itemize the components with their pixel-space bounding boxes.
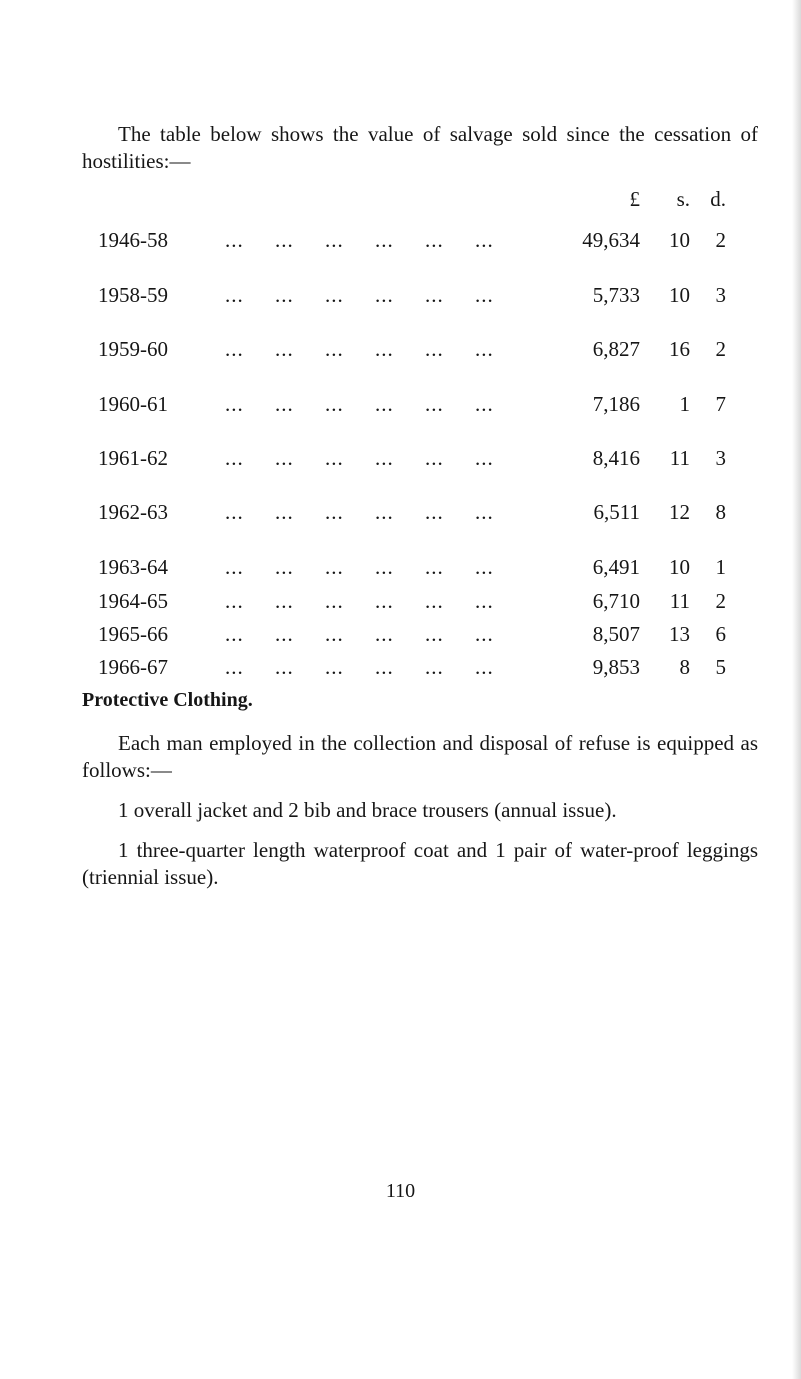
row-pounds: 8,416 (592, 446, 640, 470)
row-year: 1965-66 (98, 622, 168, 646)
row-pence: 3 (715, 446, 726, 470)
table-row (0, 589, 801, 617)
leader-dots: ... ... ... ... ... ... (225, 392, 494, 416)
leader-dots: ... ... ... ... ... ... (225, 589, 494, 613)
row-pounds: 6,710 (592, 589, 640, 613)
header-pence: d. (710, 187, 726, 211)
table-row (0, 622, 801, 650)
row-pounds: 5,733 (592, 283, 640, 307)
row-pence: 5 (715, 655, 726, 679)
row-year: 1946-58 (98, 228, 168, 252)
paragraph-text: 1 three-quarter length waterproof coat and 1 pair of water-proof leggings (triennial issue). (82, 838, 758, 889)
row-shillings: 13 (669, 622, 690, 646)
table-row (0, 283, 801, 311)
table-row (0, 228, 801, 256)
row-pounds: 49,634 (582, 228, 640, 252)
row-pence: 2 (715, 337, 726, 361)
table-row (0, 500, 801, 528)
paragraph-text: 1 overall jacket and 2 bib and brace trousers (annual issue). (118, 798, 617, 822)
leader-dots: ... ... ... ... ... ... (225, 446, 494, 470)
row-pounds: 6,491 (592, 555, 640, 579)
body-paragraph (82, 797, 758, 824)
row-shillings: 16 (669, 337, 690, 361)
row-shillings: 10 (669, 283, 690, 307)
leader-dots: ... ... ... ... ... ... (225, 283, 494, 307)
row-shillings: 10 (669, 228, 690, 252)
row-year: 1962-63 (98, 500, 168, 524)
table-row (0, 446, 801, 474)
table-row (0, 555, 801, 583)
leader-dots: ... ... ... ... ... ... (225, 622, 494, 646)
salvage-table-header (0, 187, 801, 215)
row-shillings: 1 (679, 392, 690, 416)
paragraph-text: Each man employed in the collection and disposal of refuse is equipped as follows:— (82, 731, 758, 782)
table-row (0, 392, 801, 420)
section-heading: Protective Clothing. (82, 689, 253, 711)
row-year: 1966-67 (98, 655, 168, 679)
row-pence: 8 (715, 500, 726, 524)
row-pounds: 6,511 (593, 500, 640, 524)
leader-dots: ... ... ... ... ... ... (225, 655, 494, 679)
row-shillings: 11 (669, 446, 690, 470)
page-number: 110 (385, 1180, 416, 1202)
body-paragraph (82, 730, 758, 784)
row-year: 1960-61 (98, 392, 168, 416)
row-pence: 1 (715, 555, 726, 579)
leader-dots: ... ... ... ... ... ... (225, 555, 494, 579)
row-shillings: 12 (669, 500, 690, 524)
row-pence: 3 (715, 283, 726, 307)
leader-dots: ... ... ... ... ... ... (225, 337, 494, 361)
row-year: 1963-64 (98, 555, 168, 579)
page-edge-shadow (792, 0, 801, 1379)
row-pounds: 6,827 (592, 337, 640, 361)
leader-dots: ... ... ... ... ... ... (225, 228, 494, 252)
table-row (0, 337, 801, 365)
row-pence: 2 (715, 589, 726, 613)
row-year: 1961-62 (98, 446, 168, 470)
row-shillings: 10 (669, 555, 690, 579)
row-shillings: 11 (669, 589, 690, 613)
row-year: 1959-60 (98, 337, 168, 361)
row-pence: 7 (715, 392, 726, 416)
row-pounds: 7,186 (592, 392, 640, 416)
row-pence: 2 (715, 228, 726, 252)
row-pounds: 8,507 (592, 622, 640, 646)
body-paragraph (82, 837, 758, 891)
table-row (0, 655, 801, 683)
row-shillings: 8 (679, 655, 690, 679)
row-pence: 6 (715, 622, 726, 646)
row-pounds: 9,853 (592, 655, 640, 679)
leader-dots: ... ... ... ... ... ... (225, 500, 494, 524)
intro-text: The table below shows the value of salvage sold since the cessation of hostilities:— (82, 122, 758, 173)
header-shillings: s. (676, 187, 690, 211)
intro-paragraph (82, 121, 758, 175)
header-pounds: £ (629, 187, 640, 211)
row-year: 1958-59 (98, 283, 168, 307)
row-year: 1964-65 (98, 589, 168, 613)
